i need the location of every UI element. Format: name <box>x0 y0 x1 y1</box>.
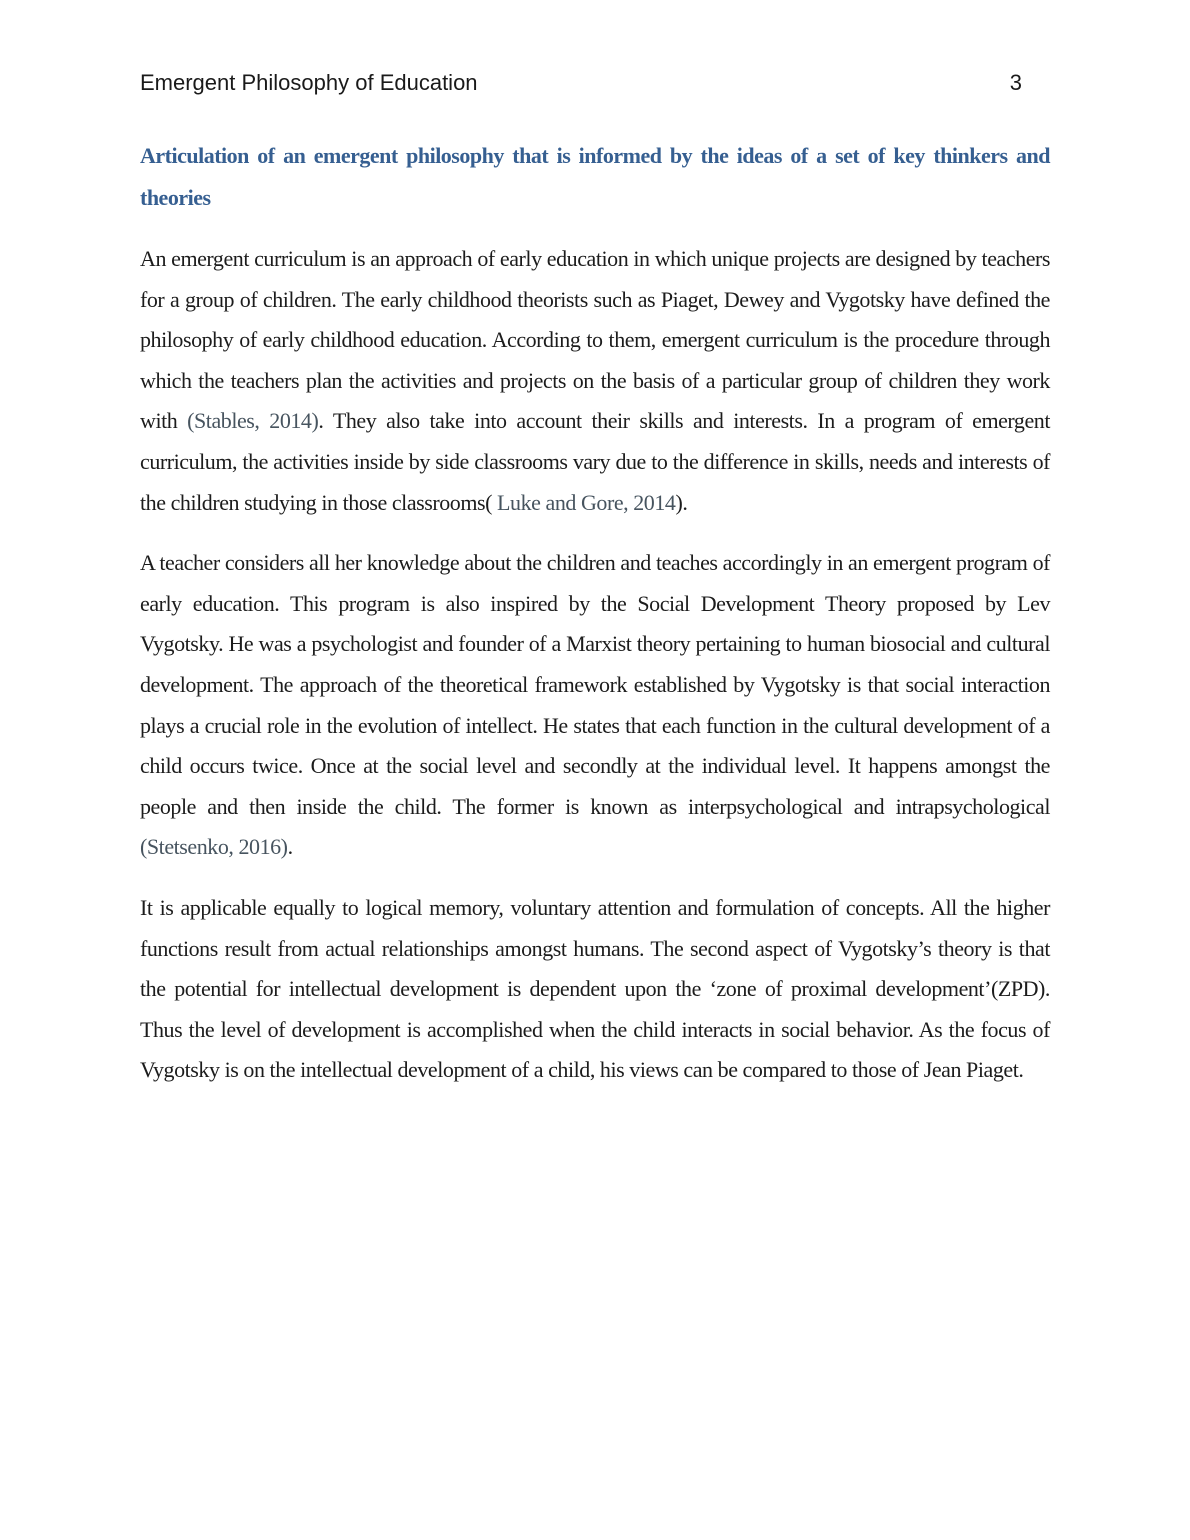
citation: (Stables, 2014) <box>187 408 319 434</box>
body-text: . <box>287 834 293 860</box>
body-text: It is applicable equally to logical memory, voluntary attention and formulation of concepts. All the higher functions result from actual relationships amongst humans. The second aspect of Vygotsky’s theory is that the potential for intellectual development is dependent upon the ‘zone of proximal development’(ZPD). Thus the level of development is accomplished when the child interacts in social behavior. As the focus of Vygotsky is on the intellectual development of a child, his views can be compared to those of Jean Piaget. <box>140 894 1050 1083</box>
paragraph <box>140 543 1050 868</box>
section-heading: Articulation of an emergent philosophy that is informed by the ideas of a set of key thinkers and theories <box>140 143 1050 210</box>
paragraphs-container <box>140 239 1050 1091</box>
body-text: ). <box>675 489 688 515</box>
page-header <box>140 70 1050 96</box>
body-text: . They also take into account their skills and interests. In a program of emergent curriculum, the activities inside by side classrooms vary due to the difference in skills, needs and interests of the children studying in those classrooms( <box>140 408 1050 515</box>
citation: (Stetsenko, 2016) <box>140 834 288 860</box>
page-number: 3 <box>1009 70 1022 95</box>
body-text: An emergent curriculum is an approach of early education in which unique projects are designed by teachers for a group of children. The early childhood theorists such as Piaget, Dewey and Vygotsky have defined the philosophy of early childhood education. According to them, emergent curriculum is the procedure through which the teachers plan the activities and projects on the basis of a particular group of children they work with <box>140 246 1050 434</box>
paragraph <box>140 888 1050 1091</box>
running-head-title: Emergent Philosophy of Education <box>140 70 478 95</box>
paragraph <box>140 239 1050 523</box>
citation: Luke and Gore, 2014 <box>492 489 676 515</box>
body-text: A teacher considers all her knowledge about the children and teaches accordingly in an emergent program of early education. This program is also inspired by the Social Development Theory proposed by Lev Vygotsky. He was a psychologist and founder of a Marxist theory pertaining to human biosocial and cultural development. The approach of the theoretical framework established by Vygotsky is that social interaction plays a crucial role in the evolution of intellect. He states that each function in the cultural development of a child occurs twice. Once at the social level and secondly at the individual level. It happens amongst the people and then inside the child. The former is known as interpsychological and intrapsychological <box>140 550 1050 819</box>
